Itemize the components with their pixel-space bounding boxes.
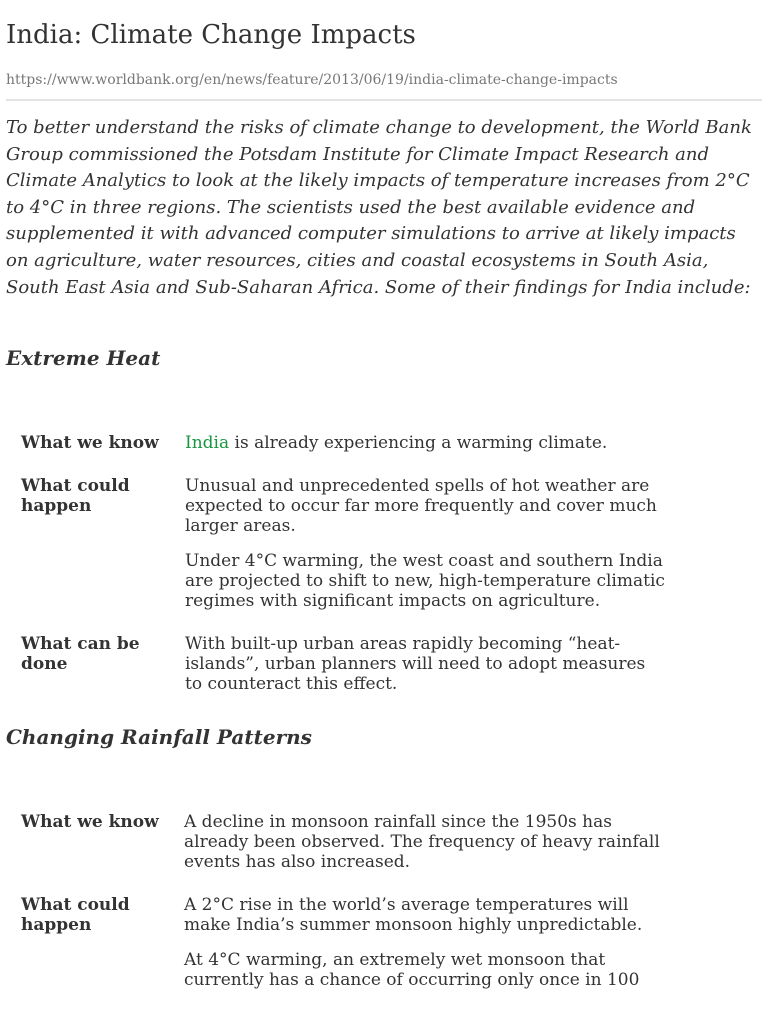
section-heading-changing-rainfall: Changing Rainfall Patterns <box>6 725 312 749</box>
row-label-what-can-be-done: What can be done <box>21 634 140 674</box>
row-text-after-link: is already experiencing a warming climate. <box>229 433 608 453</box>
row-label-what-could-happen: What could happen <box>21 476 130 516</box>
page-title: India: Climate Change Impacts <box>6 20 416 50</box>
section-heading-extreme-heat: Extreme Heat <box>6 346 161 370</box>
row-label-what-could-happen: What could happen <box>21 895 130 935</box>
row-paragraph: A 2°C rise in the world’s average temperatures will make India’s summer monsoon highly unpredictable. <box>184 895 643 935</box>
row-paragraph: Under 4°C warming, the west coast and southern India are projected to shift to new, high-temperature climatic regimes with significant impacts on agriculture. <box>185 551 665 611</box>
row-paragraph: At 4°C warming, an extremely wet monsoon that currently has a chance of occurring only once in 100 <box>184 950 640 990</box>
india-link[interactable]: India <box>185 433 230 453</box>
row-label-what-we-know: What we know <box>21 433 159 453</box>
row-paragraph: Unusual and unprecedented spells of hot weather are expected to occur far more frequently and cover much larger areas. <box>185 476 657 536</box>
row-text-what-we-know <box>185 433 665 453</box>
row-text-what-we-know <box>184 812 664 872</box>
row-paragraph: With built-up urban areas rapidly becoming “heat-islands”, urban planners will need to adopt measures to counteract this effect. <box>185 634 646 694</box>
row-label-what-we-know: What we know <box>21 812 159 832</box>
row-text-what-could-happen <box>184 895 664 990</box>
row-text-what-could-happen <box>185 476 665 611</box>
row-text-what-can-be-done <box>185 634 665 694</box>
source-url[interactable]: https://www.worldbank.org/en/news/feature/2013/06/19/india-climate-change-impacts <box>6 72 618 88</box>
intro-paragraph: To better understand the risks of climate change to development, the World Bank Group commissioned the Potsdam Institute for Climate Impact Research and Climate Analytics to look at the likely impacts of temperature increases from 2°C to 4°C in three regions. The scientists used the best available evidence and supplemented it with advanced computer simulations to arrive at likely impacts on agriculture, water resources, cities and coastal ecosystems in South Asia, South East Asia and Sub-Saharan Africa. Some of their findings for India include: <box>6 117 752 298</box>
row-paragraph: A decline in monsoon rainfall since the 1950s has already been observed. The frequency of heavy rainfall events has also increased. <box>184 812 660 872</box>
header-divider <box>6 99 762 101</box>
